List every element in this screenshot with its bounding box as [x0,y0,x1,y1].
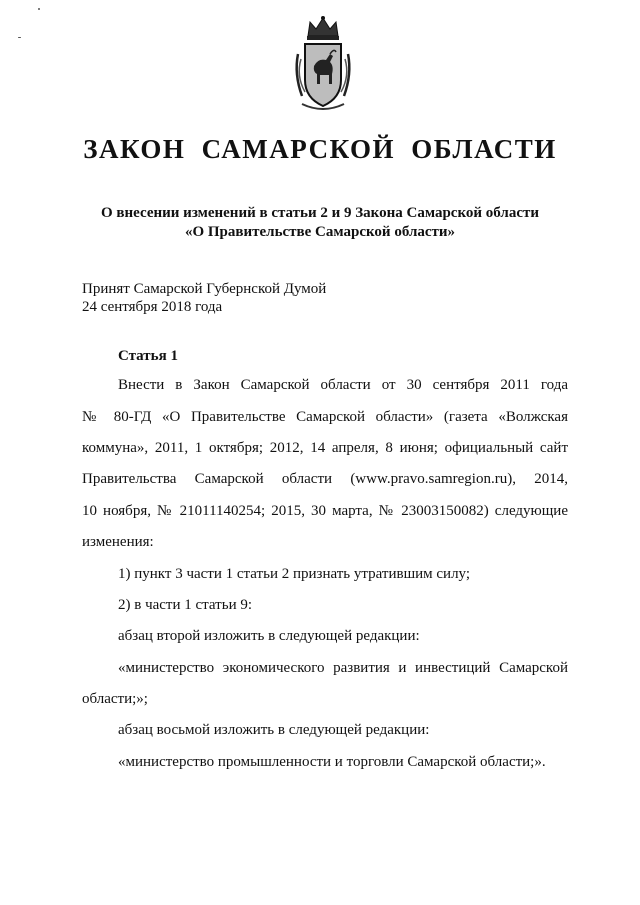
article-text-line: № 80-ГД «О Правительстве Самарской области» (газета «Волжская [82,409,568,425]
article-text-line: «министерство промышленности и торговли Самарской области;». [118,754,546,770]
adoption-body: Принят Самарской Губернской Думой [82,281,327,297]
article-text-line: 10 ноября, № 21011140254; 2015, 30 марта, № 23003150082) следующие [82,503,568,519]
article-text-line: Правительства Самарской области (www.pravo.samregion.ru), 2014, [82,471,568,487]
article-text-line: абзац второй изложить в следующей редакции: [118,628,420,644]
document-subtitle [0,204,640,242]
document-title: ЗАКОН САМАРСКОЙ ОБЛАСТИ [83,134,557,164]
article-text-line: коммуна», 2011, 1 октября; 2012, 14 апреля, 8 июня; официальный сайт [82,440,568,456]
article-text-line: изменения: [82,534,154,550]
article-heading: Статья 1 [118,348,178,364]
adoption-info [82,280,326,316]
coat-of-arms-icon [292,14,354,114]
article-text-line: «министерство экономического развития и инвестиций Самарской [118,660,568,676]
article-text-line: Внести в Закон Самарской области от 30 сентября 2011 года [118,377,568,393]
scan-speck [18,37,21,38]
subtitle-line: «О Правительстве Самарской области» [184,224,456,240]
adoption-date: 24 сентября 2018 года [82,299,223,315]
list-item: 2) в части 1 статьи 9: [118,597,253,613]
scan-speck [38,8,40,10]
subtitle-line: О внесении изменений в статьи 2 и 9 Закона Самарской области [101,205,539,221]
article-text-line: области;»; [82,691,148,707]
article-text-line: абзац восьмой изложить в следующей редакции: [118,722,430,738]
list-item: 1) пункт 3 части 1 статьи 2 признать утратившим силу; [118,566,471,582]
